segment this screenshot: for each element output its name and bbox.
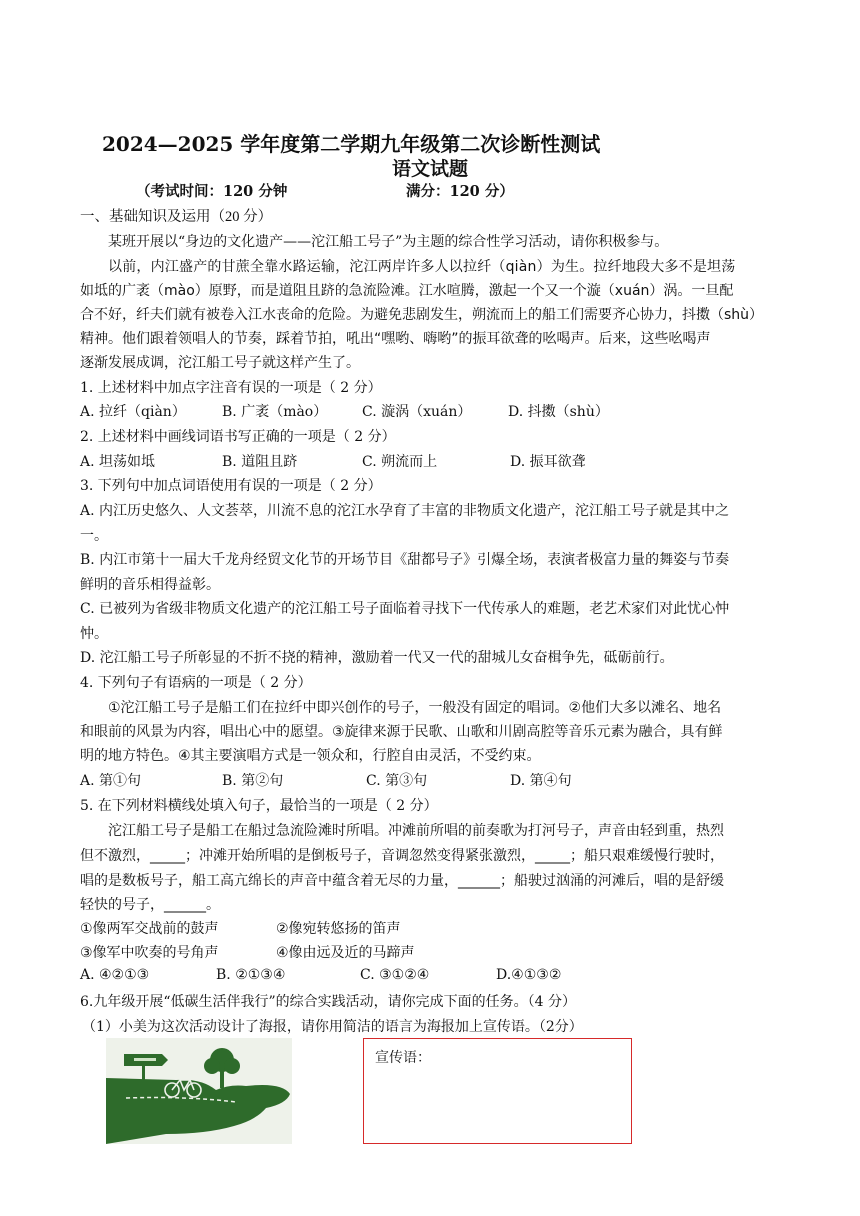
q4-passage-line-3: 明的地方特色。④其主要演唱方式是一领众和，行腔自由灵活，不受约束。 — [80, 748, 541, 764]
q3-option-b-line1[interactable]: B. 内江市第十一届大千龙舟经贸文化节的开场节目《甜都号子》引爆全场，表演者极富力量的舞姿与节奏 — [80, 552, 730, 568]
passage-line-5: 逐渐发展成调，沱江船工号子就这样产生了。 — [80, 355, 360, 371]
activity-intro: 某班开展以“身边的文化遗产——沱江船工号子”为主题的综合性学习活动，请你积极参与。 — [108, 234, 669, 250]
exam-title: 2024—2025 学年度第二学期九年级第二次诊断性测试 — [102, 132, 601, 156]
q1-option-c[interactable]: C. 漩涡（xuán） — [362, 404, 472, 420]
q2-option-c[interactable]: C. 朔流而上 — [362, 454, 438, 470]
q2-option-a[interactable]: A. 坦荡如坻 — [80, 454, 156, 470]
slogan-label: 宣传语： — [375, 1051, 431, 1066]
q6-sub1: （1）小美为这次活动设计了海报，请你用简洁的语言为海报加上宣传语。（2分） — [82, 1019, 583, 1035]
q1-option-b[interactable]: B. 广袤（mào） — [222, 404, 328, 420]
q5-passage-line-2: 但不激烈，_____；冲滩开始所唱的是倒板号子，音调忽然变得紧张激烈，_____；船只艰难缓慢行驶时， — [80, 848, 724, 864]
section-heading: 一、基础知识及运用（20 分） — [80, 209, 273, 225]
q3-option-d-line1[interactable]: D. 沱江船工号子所彰显的不折不挠的精神，激励着一代又一代的甜城儿女奋楫争先，砥砺前行。 — [80, 650, 674, 666]
poster-illustration — [106, 1038, 292, 1144]
q5-option-d[interactable]: D.④①③② — [496, 967, 562, 983]
q1-option-a[interactable]: A. 拉纤（qiàn） — [80, 404, 186, 420]
q3-option-a-line2: 一。 — [80, 528, 108, 544]
q5-stem: 5. 在下列材料横线处填入句子，最恰当的一项是（ 2 分） — [80, 798, 438, 814]
q5-option-a[interactable]: A. ④②①③ — [80, 967, 150, 983]
q1-stem: 1. 上述材料中加点字注音有误的一项是（ 2 分） — [80, 380, 382, 396]
q3-option-c-line1[interactable]: C. 已被列为省级非物质文化遗产的沱江船工号子面临着寻找下一代传承人的难题，老艺术家们对此忧心忡 — [80, 601, 730, 617]
slogan-answer-box[interactable] — [363, 1038, 632, 1144]
q4-option-a[interactable]: A. 第①句 — [80, 773, 142, 789]
q2-option-d[interactable]: D. 振耳欲聋 — [510, 454, 586, 470]
q5-choice-1: ①像两军交战前的鼓声 — [80, 921, 219, 937]
hand-icon — [106, 1078, 290, 1144]
tree-icon — [204, 1048, 240, 1088]
q5-passage-line-1: 沱江船工号子是船工在船过急流险滩时所唱。冲滩前所唱的前奏歌为打河号子，声音由轻到重，热烈 — [108, 823, 724, 839]
exam-subtitle: 语文试题 — [392, 158, 469, 180]
q2-stem: 2. 上述材料中画线词语书写正确的一项是（ 2 分） — [80, 429, 396, 445]
q3-option-b-line2: 鲜明的音乐相得益彰。 — [80, 577, 220, 593]
q4-passage-line-1: ①沱江船工号子是船工们在拉纤中即兴创作的号子，一般没有固定的唱词。②他们大多以滩名、地名 — [108, 700, 722, 716]
q1-option-d[interactable]: D. 抖擞（shù） — [508, 404, 609, 420]
q3-stem: 3. 下列句中加点词语使用有误的一项是（ 2 分） — [80, 478, 382, 494]
q4-option-b[interactable]: B. 第②句 — [222, 773, 284, 789]
q5-passage-line-3: 唱的是数板号子，船工高亢绵长的声音中蕴含着无尽的力量，______；船驶过汹涌的河滩后，唱的是舒缓 — [80, 873, 724, 889]
passage-line-2: 如坻的广袤（mào）原野，而是道阻且跻的急流险滩。江水喧腾，激起一个又一个漩（xuán）涡。一旦配 — [80, 283, 734, 299]
exam-time: （考试时间：120 分钟 — [136, 183, 288, 200]
q5-option-c[interactable]: C. ③①②④ — [360, 967, 430, 983]
passage-line-3: 合不好，纤夫们就有被卷入江水丧命的危险。为避免悲剧发生，朔流而上的船工们需要齐心协力，抖擞（shù） — [80, 307, 764, 323]
q4-option-d[interactable]: D. 第④句 — [510, 773, 572, 789]
q5-choice-3: ③像军中吹奏的号角声 — [80, 945, 219, 961]
q5-choice-2: ②像宛转悠扬的笛声 — [276, 921, 401, 937]
q4-stem: 4. 下列句子有语病的一项是（ 2 分） — [80, 675, 312, 691]
passage-line-1 — [108, 256, 735, 276]
q3-option-c-line2: 忡。 — [80, 626, 108, 642]
q4-passage-line-2: 和眼前的风景为内容，唱出心中的愿望。③旋律来源于民歌、山歌和川剧高腔等音乐元素为融合，具有鲜 — [80, 724, 723, 740]
q2-option-b[interactable]: B. 道阻且跻 — [222, 454, 298, 470]
q4-option-c[interactable]: C. 第③句 — [366, 773, 428, 789]
low-carbon-poster — [106, 1038, 292, 1144]
passage-line-4: 精神。他们跟着领唱人的节奏，踩着节拍，吼出“嘿哟、嗨哟”的振耳欲聋的吆喝声。后来，这些吆喝声 — [80, 331, 711, 347]
full-score: 满分：120 分） — [406, 183, 514, 200]
q6-stem: 6.九年级开展“低碳生活伴我行”的综合实践活动，请你完成下面的任务。（4 分） — [80, 994, 577, 1010]
passage-text: 以前，内江盛产的甘蔗全靠水路运输，沱江两岸许多人以拉纤（qiàn）为生。拉纤地段大多不是坦荡 — [108, 259, 736, 275]
q5-option-b[interactable]: B. ②①③④ — [216, 967, 286, 983]
q5-choice-4: ④像由远及近的马蹄声 — [276, 945, 415, 961]
q5-passage-line-4: 轻快的号子，______。 — [80, 897, 220, 913]
q3-option-a-line1[interactable]: A. 内江历史悠久、人文荟萃，川流不息的沱江水孕育了丰富的非物质文化遗产，沱江船工号子就是其中之 — [80, 503, 730, 519]
